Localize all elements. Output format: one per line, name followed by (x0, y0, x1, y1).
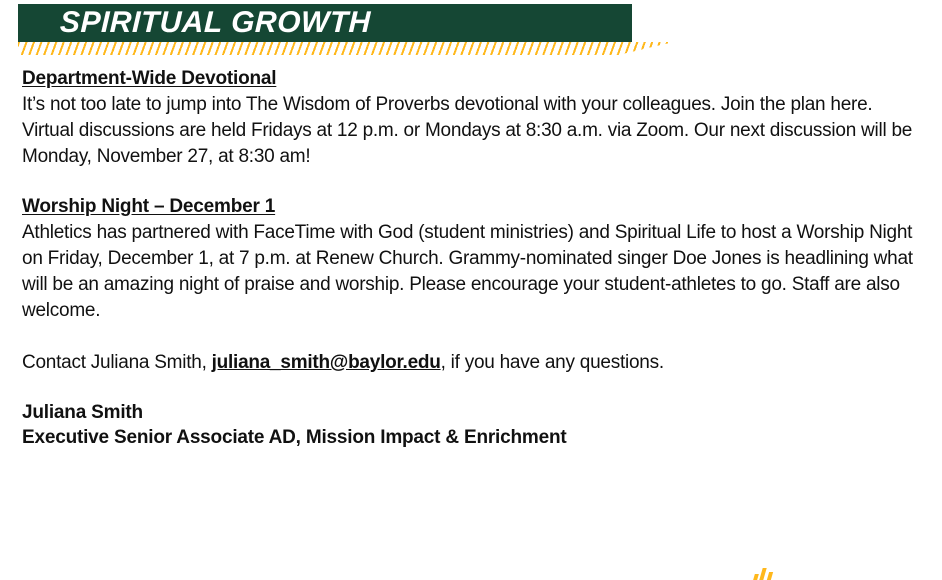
newsletter-content (22, 68, 922, 450)
section-spacer-3 (22, 376, 922, 400)
section-body-worship-night: Athletics has partnered with FaceTime with God (student ministries) and Spiritual Life to host a Worship Night on Friday, December 1, at 7 p.m. at Renew Church. Grammy-nominated singer Doe Jones is headlining what will be an amazing night of praise and worship. Please encourage your student-athletes to go. Staff are also welcome. (22, 222, 913, 321)
section-spacer-1 (22, 170, 922, 196)
section-body-devotional: It’s not too late to jump into The Wisdom of Proverbs devotional with your colleagues. Join the plan here. Virtual discussions are held Fridays at 12 p.m. or Mondays at 8:30 a.m. via Zoom. Our next discussion will be Monday, November 27, at 8:30 am! (22, 94, 913, 167)
page-banner (0, 0, 942, 60)
section-worship-night (22, 196, 922, 324)
section-devotional (22, 68, 922, 170)
signature-title: Executive Senior Associate AD, Mission Impact & Enrichment (22, 427, 567, 448)
section-heading-worship-night: Worship Night – December 1 (22, 196, 276, 217)
section-heading-devotional: Department-Wide Devotional (22, 68, 277, 89)
contact-prefix: Contact Juliana Smith, (22, 352, 212, 373)
section-spacer-2 (22, 324, 922, 350)
contact-line (22, 350, 922, 376)
banner-hatch-stripe (18, 42, 673, 55)
footer-accent-icon (752, 564, 782, 580)
signature-name: Juliana Smith (22, 402, 143, 423)
banner-title: SPIRITUAL GROWTH (59, 6, 372, 39)
contact-suffix: , if you have any questions. (440, 352, 664, 373)
contact-email-link[interactable]: juliana_smith@baylor.edu (211, 352, 441, 373)
